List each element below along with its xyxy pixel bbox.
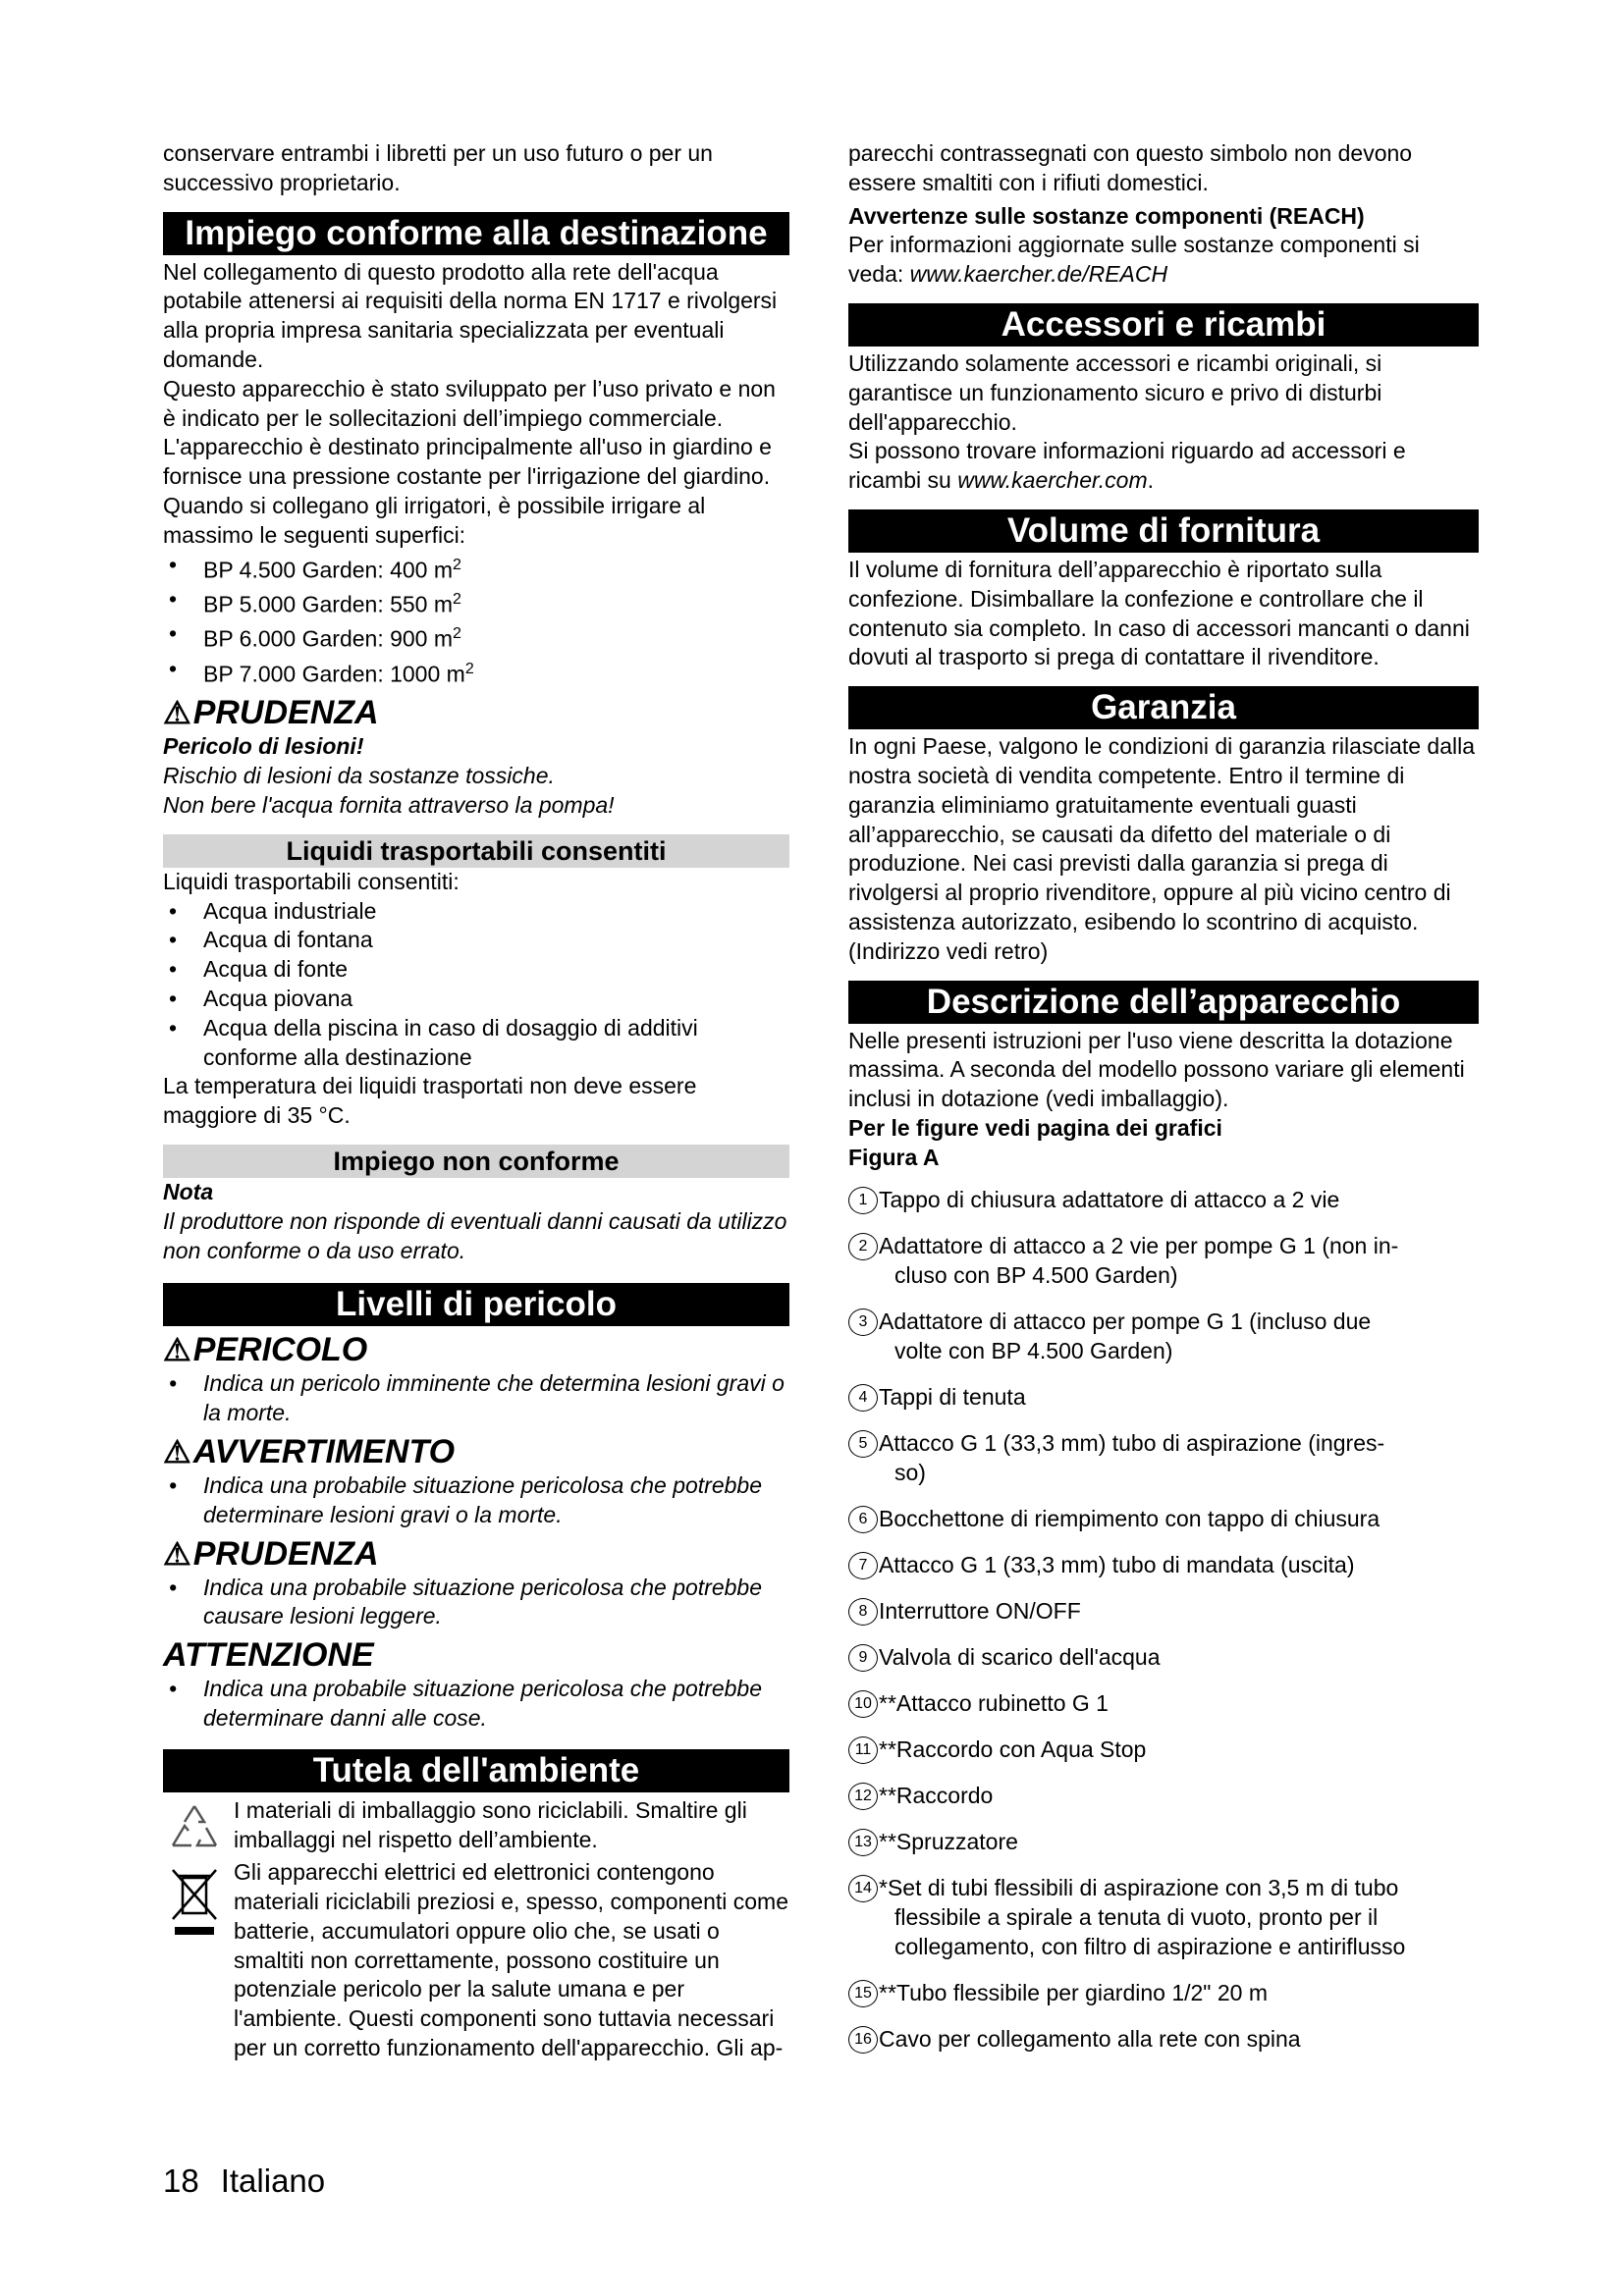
area-list [163, 551, 789, 690]
part-number: 11 [848, 1736, 878, 1764]
hazard-heading: ATTENZIONE [163, 1636, 374, 1675]
part-item: 10 **Attacco rubinetto G 1 [848, 1688, 1479, 1718]
part-item: 14 *Set di tubi flessibili di aspirazione con 3,5 m di tubo flessibile a spirale a tenuta di vuoto, pronto per il collegamento, con filtro di aspirazione e antiriflusso [848, 1873, 1479, 1961]
caution-heading: ⚠PRUDENZA [163, 694, 379, 732]
paragraph: parecchi contrassegnati con questo simbolo non devono essere smaltiti con i rifiuti domestici. [848, 140, 1413, 195]
part-item: 6 Bocchettone di riempimento con tappo di chiusura [848, 1504, 1479, 1533]
part-number: 3 [848, 1308, 878, 1336]
paragraph: Il volume di fornitura dell’apparecchio è riportato sulla confezione. Disimballare la confezione e controllare che il contenuto sia completo. In caso di accessori mancanti o danni dovuti al trasporto si prega di contattare il rivenditore. [848, 556, 1470, 670]
caution-line: Non bere l'acqua fornita attraverso la pompa! [163, 791, 615, 818]
section-title-intended-use: Impiego conforme alla destinazione [163, 212, 789, 255]
language-label: Italiano [220, 2163, 326, 2199]
section-title-scope-of-delivery: Volume di fornitura [848, 509, 1479, 553]
paragraph: In ogni Paese, valgono le condizioni di garanzia rilasciate dalla nostra società di vendita competente. Entro il termine di garanzia eliminiamo gratuitamente eventuali guasti all’apparecchio, se causati da difetto del materiale o di produzione. Nei casi previsti dalla garanzia si prega di rivolgersi al proprio rivenditore, oppure al più vicino centro di assistenza autorizzato, esibendo lo scontrino di acquisto. [848, 733, 1476, 934]
figure-label: Figura A [848, 1144, 940, 1170]
part-number: 14 [848, 1875, 878, 1902]
intro-text: conservare entrambi i libretti per un uso futuro o per un successivo proprietario. [163, 140, 713, 195]
part-number: 10 [848, 1690, 878, 1718]
section-title-accessories: Accessori e ricambi [848, 303, 1479, 347]
subsection-title-liquids: Liquidi trasportabili consentiti [163, 834, 789, 868]
paragraph: Nelle presenti istruzioni per l'uso viene descritta la dotazione massima. A seconda del modello possono variare gli elementi inclusi in dotazione (vedi imballaggio). [848, 1027, 1465, 1112]
part-item: 3 Adattatore di attacco per pompe G 1 (incluso due volte con BP 4.500 Garden) [848, 1307, 1479, 1365]
hazard-list [163, 1471, 789, 1530]
part-item: 16 Cavo per collegamento alla rete con spina [848, 2024, 1479, 2054]
part-item: 4 Tappi di tenuta [848, 1382, 1479, 1412]
list-item: • Acqua di fonte [163, 955, 789, 985]
parts-list [848, 1185, 1479, 2054]
hazard-heading: ⚠PRUDENZA [163, 1534, 379, 1573]
part-number: 16 [848, 2026, 878, 2054]
list-item: • BP 5.000 Garden: 550 $m^2$ [163, 585, 789, 619]
note-text: Il produttore non risponde di eventuali danni causati da utilizzo non conforme o da uso errato. [163, 1207, 787, 1263]
reach-title: Avvertenze sulle sostanze componenti (REACH) [848, 202, 1365, 229]
part-item: 11 **Raccordo con Aqua Stop [848, 1735, 1479, 1764]
recycle-note [163, 1796, 789, 1855]
part-number: 12 [848, 1783, 878, 1810]
hazard-list [163, 1574, 789, 1632]
subsection-title-misuse: Impiego non conforme [163, 1145, 789, 1178]
page-footer [163, 2162, 325, 2201]
list-item: • Acqua della piscina in caso di dosaggio di additivi conforme alla destinazione [163, 1014, 789, 1073]
part-item: 15 **Tubo flessibile per giardino 1/2" 20 m [848, 1978, 1479, 2007]
part-item: 12 **Raccordo [848, 1781, 1479, 1810]
part-number: 2 [848, 1233, 878, 1260]
caution-line: Pericolo di lesioni! [163, 733, 364, 760]
paragraph: Nel collegamento di questo prodotto alla rete dell'acqua potabile attenersi ai requisiti della norma EN 1717 e rivolgersi alla propria impresa sanitaria specializzata per eventuali domande. [163, 258, 778, 372]
recycle-icon [165, 1800, 224, 1859]
right-column [848, 139, 1479, 2070]
paragraph: Liquidi trasportabili consentiti: [163, 868, 460, 894]
part-item: 7 Attacco G 1 (33,3 mm) tubo di mandata (uscita) [848, 1550, 1479, 1579]
list-item: • Acqua di fontana [163, 926, 789, 955]
part-number: 8 [848, 1598, 878, 1626]
part-number: 15 [848, 1980, 878, 2007]
warning-triangle-icon: ⚠ [163, 695, 191, 731]
paragraph: I materiali di imballaggio sono riciclabili. Smaltire gli imballaggi nel rispetto dell’ambiente. [234, 1796, 747, 1852]
list-item: • Acqua industriale [163, 897, 789, 927]
paragraph: Quando si collegano gli irrigatori, è possibile irrigare al massimo le seguenti superfici: [163, 492, 706, 548]
reach-text: Per informazioni aggiornate sulle sostanze componenti si veda: www.kaercher.de/REACH [848, 232, 1420, 288]
hazard-list [163, 1675, 789, 1734]
paragraph: (Indirizzo vedi retro) [848, 937, 1049, 964]
weee-note [163, 1858, 789, 2063]
paragraph: L'apparecchio è destinato principalmente all'uso in giardino e fornisce una pressione costante per l'irrigazione del giardino. [163, 434, 772, 490]
hazard-heading: ⚠PERICOLO [163, 1331, 368, 1369]
list-item: • Indica una probabile situazione pericolosa che potrebbe causare lesioni leggere. [163, 1574, 789, 1632]
part-number: 5 [848, 1430, 878, 1458]
paragraph: Si possono trovare informazioni riguardo ad accessori e ricambi su www.kaercher.com. [848, 438, 1406, 494]
part-item: 5 Attacco G 1 (33,3 mm) tubo di aspirazione (ingres- so) [848, 1428, 1479, 1487]
section-title-warranty: Garanzia [848, 686, 1479, 729]
list-item: • BP 6.000 Garden: 900 $m^2$ [163, 619, 789, 654]
part-item: 9 Valvola di scarico dell'acqua [848, 1642, 1479, 1672]
list-item: • Indica una probabile situazione pericolosa che potrebbe determinare lesioni gravi o la morte. [163, 1471, 789, 1530]
part-number: 13 [848, 1829, 878, 1856]
section-title-hazard-levels: Livelli di pericolo [163, 1283, 789, 1326]
paragraph: Gli apparecchi elettrici ed elettronici contengono materiali riciclabili preziosi e, spesso, componenti come batterie, accumulatori oppure olio che, se usati o smaltiti non correttamente, possono costituire un potenziale pericolo per la salute umana e per l'ambiente. Questi componenti sono tuttavia necessari per un corretto funzionamento dell'apparecchio. Gli ap- [234, 1859, 789, 2061]
caution-line: Rischio di lesioni da sostanze tossiche. [163, 763, 555, 789]
paragraph: Questo apparecchio è stato sviluppato per l’uso privato e non è indicato per le sollecitazioni dell’impiego commerciale. [163, 375, 776, 431]
paragraph: Utilizzando solamente accessori e ricambi originali, si garantisce un funzionamento sicuro e privo di disturbi dell'apparecchio. [848, 349, 1382, 435]
crossed-bin-icon [165, 1862, 224, 1941]
part-number: 6 [848, 1506, 878, 1533]
page-number: 18 [163, 2163, 199, 2199]
part-item: 13 **Spruzzatore [848, 1827, 1479, 1856]
hazard-heading: ⚠AVVERTIMENTO [163, 1432, 456, 1470]
paragraph: La temperatura dei liquidi trasportati non deve essere maggiore di 35 °C. [163, 1073, 697, 1129]
liquids-list [163, 897, 789, 1073]
list-item: • BP 4.500 Garden: 400 $m^2$ [163, 551, 789, 585]
reach-link[interactable]: www.kaercher.de/REACH [909, 261, 1168, 288]
list-item: • Indica una probabile situazione pericolosa che potrebbe determinare danni alle cose. [163, 1675, 789, 1734]
part-item: 1 Tappo di chiusura adattatore di attacco a 2 vie [848, 1185, 1479, 1214]
list-item: • BP 7.000 Garden: 1000 $m^2$ [163, 655, 789, 689]
part-item: 8 Interruttore ON/OFF [848, 1596, 1479, 1626]
warning-triangle-icon: ⚠ [163, 1433, 191, 1469]
note-label: Nota [163, 1178, 214, 1204]
website-link[interactable]: www.kaercher.com [957, 467, 1148, 494]
part-number: 1 [848, 1187, 878, 1214]
left-column [163, 139, 789, 2063]
hazard-list [163, 1369, 789, 1428]
section-title-device-description: Descrizione dell’apparecchio [848, 981, 1479, 1024]
warning-triangle-icon: ⚠ [163, 1535, 191, 1572]
part-number: 9 [848, 1644, 878, 1672]
section-title-environment: Tutela dell'ambiente [163, 1749, 789, 1792]
warning-triangle-icon: ⚠ [163, 1332, 191, 1368]
list-item: • Indica un pericolo imminente che determina lesioni gravi o la morte. [163, 1369, 789, 1428]
list-item: • Acqua piovana [163, 985, 789, 1014]
part-number: 7 [848, 1552, 878, 1579]
part-number: 4 [848, 1384, 878, 1412]
figure-reference: Per le figure vedi pagina dei grafici [848, 1114, 1222, 1141]
part-item: 2 Adattatore di attacco a 2 vie per pompe G 1 (non in- cluso con BP 4.500 Garden) [848, 1231, 1479, 1290]
